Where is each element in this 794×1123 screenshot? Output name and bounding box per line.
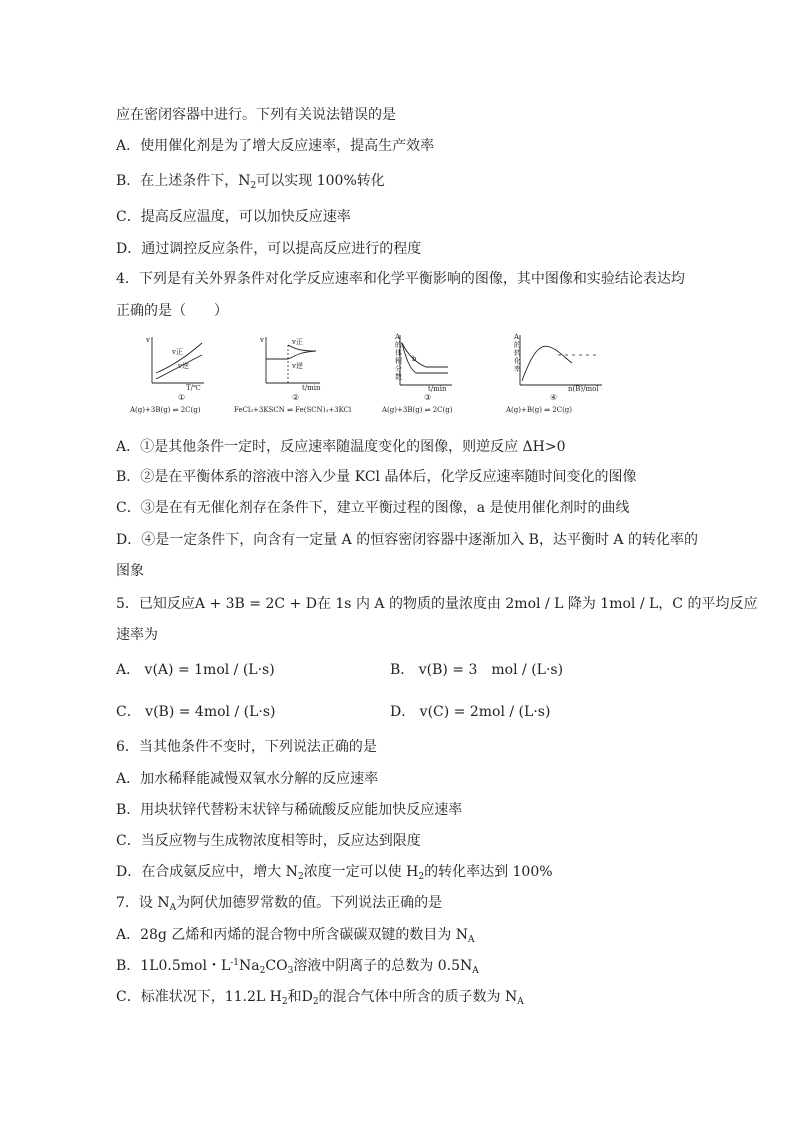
figure-3-xlabel: t/min <box>428 385 447 393</box>
q5-option-a: A． v(A) = 1mol / (L·s) <box>116 662 275 678</box>
q4-option-c: C．③是在有无催化剂存在条件下，建立平衡过程的图像，a 是使用催化剂时的曲线 <box>116 500 630 516</box>
figure-3 <box>382 333 482 417</box>
figure-2-curve-1: v正 <box>292 338 303 346</box>
figure-1-curve-2: v逆 <box>178 362 189 370</box>
figure-3-equation: A(g)+3B(g) ⇌ 2C(g) <box>382 406 453 414</box>
figure-4-graph <box>506 333 616 417</box>
q4-figures <box>130 333 642 417</box>
question-7-stem: 7．设 $N_A$为阿伏加德罗常数的值。下列说法正确的是 <box>116 895 443 913</box>
q3-option-c: C．提高反应温度，可以加快反应速率 <box>116 209 351 225</box>
figure-2-equation: FeCl₃+3KSCN ⇌ Fe(SCN)₃+3KCl <box>234 406 352 414</box>
figure-2-graph <box>258 333 358 417</box>
q7-option-c: C．标准状况下，11.2L $H_2$和$D_2$的混合气体中所含的质子数为 $N_A$ <box>116 989 524 1007</box>
figure-2-number: ② <box>292 393 300 402</box>
figure-2 <box>234 333 358 417</box>
question-4-stem-line2: 正确的是（ ） <box>116 303 228 319</box>
q4-option-b: B．②是在平衡体系的溶液中溶入少量 KCl 晶体后，化学反应速率随时间变化的图像 <box>116 469 637 485</box>
q6-option-a: A．加水稀释能减慢双氧水分解的反应速率 <box>116 771 379 787</box>
figure-1-number: ① <box>178 393 186 402</box>
question-5-stem-line1: 5．已知反应A + 3B = 2C + D在 1s 内 A 的物质的量浓度由 2mol / L 降为 1mol / L，C 的平均反应 <box>116 596 758 612</box>
question-4-stem-line1: 4．下列是有关外界条件对化学反应速率和化学平衡影响的图像，其中图像和实验结论表达均 <box>116 271 685 287</box>
figure-4-equation: A(g)+B(g) ⇌ 2C(g) <box>506 406 573 414</box>
q3-option-d: D．通过调控反应条件，可以提高反应进行的程度 <box>116 241 422 257</box>
figure-2-xlabel: t/min <box>302 384 321 392</box>
figure-1-curve-1: v正 <box>172 348 183 356</box>
figure-2-ylabel: v <box>260 336 264 344</box>
figure-1-graph <box>142 333 242 417</box>
figure-4-xlabel: n(B)/mol <box>568 385 599 393</box>
figure-4-ylabel: A的转化率 <box>514 333 521 373</box>
q5-option-d: D． v(C) = 2mol / (L·s) <box>390 704 551 720</box>
figure-1 <box>130 333 242 417</box>
q6-option-d: D．在合成氨反应中，增大 $N_2$浓度一定可以使 $H_2$的转化率达到 100% <box>116 864 553 882</box>
q4-option-a: A．①是其他条件一定时，反应速率随温度变化的图像，则逆反应 ΔH>0 <box>116 439 566 455</box>
question-5-stem-line2: 速率为 <box>116 627 158 643</box>
figure-3-curve-b: b <box>412 355 417 363</box>
figure-4-number: ④ <box>550 393 558 402</box>
q4-option-d-line1: D．④是一定条件下，向含有一定量 A 的恒容密闭容器中逐渐加入 B，达平衡时 A 的转化率的 <box>116 532 698 548</box>
figure-3-ylabel: A的体积分数 <box>395 333 402 381</box>
figure-2-curve-2: v逆 <box>292 362 303 370</box>
question-3-intro: 应在密闭容器中进行。下列有关说法错误的是 <box>116 107 396 123</box>
q3-option-a: A．使用催化剂是为了增大反应速率，提高生产效率 <box>116 138 435 154</box>
figure-1-ylabel: v <box>146 336 150 344</box>
q6-option-b: B．用块状锌代替粉末状锌与稀硫酸反应能加快反应速率 <box>116 802 463 818</box>
q7-option-b: B．1L0.5mol・$L^{-1}Na_2CO_3$溶液中阴离子的总数为 $0.5N_A$ <box>116 958 479 976</box>
question-6-stem: 6．当其他条件不变时，下列说法正确的是 <box>116 739 377 755</box>
q4-option-d-line2: 图象 <box>116 563 144 579</box>
q3-option-b: B．在上述条件下，$N_2$可以实现 100%转化 <box>116 173 385 191</box>
q6-option-c: C．当反应物与生成物浓度相等时，反应达到限度 <box>116 833 421 849</box>
figure-3-number: ③ <box>424 393 432 402</box>
q7-option-a: A．28g 乙烯和丙烯的混合物中所含碳碳双键的数目为 $N_A$ <box>116 927 475 945</box>
q5-option-c: C． v(B) = 4mol / (L·s) <box>116 704 276 720</box>
q5-option-b: B． v(B) = 3 mol / (L·s) <box>390 662 564 678</box>
figure-4 <box>506 333 616 417</box>
figure-1-xlabel: T/℃ <box>186 384 201 392</box>
figure-1-equation: A(g)+3B(g) ⇌ 2C(g) <box>130 406 201 414</box>
